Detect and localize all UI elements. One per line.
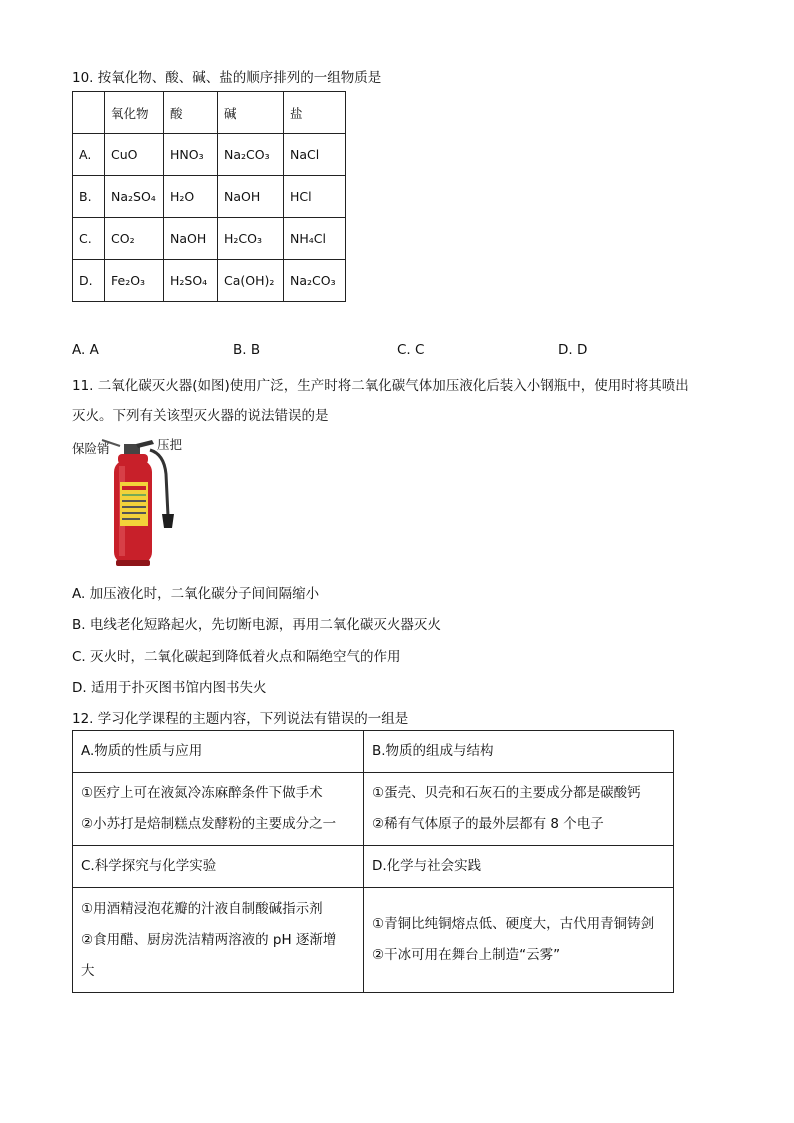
table-cell: HNO₃ (164, 134, 218, 176)
statement: ①青铜比纯铜熔点低、硬度大，古代用青铜铸剑 (372, 916, 655, 932)
cell-b-title: B.物质的组成与结构 (364, 731, 674, 773)
table-cell: HCl (284, 176, 346, 218)
table-cell: Na₂SO₄ (105, 176, 164, 218)
table-row (73, 846, 674, 888)
table-header-base: 碱 (218, 92, 284, 134)
table-row (73, 260, 346, 302)
table-cell: NH₄Cl (284, 218, 346, 260)
table-header-acid: 酸 (164, 92, 218, 134)
cell-c-title: C.科学探究与化学实验 (73, 846, 364, 888)
cell-b-content (364, 773, 674, 846)
cell-a-title: A.物质的性质与应用 (73, 731, 364, 773)
table-cell: Fe₂O₃ (105, 260, 164, 302)
table-cell: CO₂ (105, 218, 164, 260)
option-c: C. 灭火时，二氧化碳起到降低着火点和隔绝空气的作用 (72, 649, 401, 665)
option-b: B. B (233, 342, 261, 358)
table-row (73, 176, 346, 218)
table-cell: H₂SO₄ (164, 260, 218, 302)
table-row (73, 888, 674, 993)
statement: ①蛋壳、贝壳和石灰石的主要成分都是碳酸钙 (372, 785, 641, 801)
statement: ①医疗上可在液氮冷冻麻醉条件下做手术 (81, 785, 323, 801)
statement: ②干冰可用在舞台上制造“云雾” (372, 947, 561, 963)
question-11-stem-line1: 11. 二氧化碳灭火器(如图)使用广泛，生产时将二氧化碳气体加压液化后装入小钢瓶中，使用时将其喷出 (72, 378, 689, 394)
table-row (73, 731, 674, 773)
table-cell: CuO (105, 134, 164, 176)
figure-label-handle: 压把 (157, 437, 183, 452)
row-label: B. (73, 176, 105, 218)
table-row (73, 134, 346, 176)
option-c: C. C (397, 342, 425, 358)
table-row (73, 773, 674, 846)
row-label: A. (73, 134, 105, 176)
table-header-row (73, 92, 346, 134)
question-12-stem: 12. 学习化学课程的主题内容，下列说法有错误的一组是 (72, 711, 409, 727)
table-cell: NaOH (164, 218, 218, 260)
cell-c-content (73, 888, 364, 993)
table-cell: Na₂CO₃ (218, 134, 284, 176)
statement: ①用酒精浸泡花瓣的汁液自制酸碱指示剂 (81, 900, 323, 917)
statement: ②食用醋、厨房洗洁精两溶液的 pH 逐渐增大 (81, 931, 337, 979)
table-cell: NaOH (218, 176, 284, 218)
q12-table (72, 730, 674, 993)
figure-label-safety-pin: 保险销 (72, 441, 110, 456)
table-cell (73, 92, 105, 134)
statement: ②小苏打是焙制糕点发酵粉的主要成分之一 (81, 816, 337, 832)
question-11-stem-line2: 灭火。下列有关该型灭火器的说法错误的是 (72, 408, 329, 424)
table-cell: NaCl (284, 134, 346, 176)
row-label: D. (73, 260, 105, 302)
option-d: D. D (558, 342, 588, 358)
row-label: C. (73, 218, 105, 260)
cell-a-content (73, 773, 364, 846)
q10-table (72, 91, 346, 302)
table-cell: Ca(OH)₂ (218, 260, 284, 302)
option-a: A. 加压液化时，二氧化碳分子间间隔缩小 (72, 586, 320, 602)
table-row (73, 218, 346, 260)
table-header-salt: 盐 (284, 92, 346, 134)
option-b: B. 电线老化短路起火，先切断电源，再用二氧化碳灭火器灭火 (72, 617, 441, 633)
table-cell: H₂O (164, 176, 218, 218)
cell-d-content (364, 888, 674, 993)
question-10-stem: 10. 按氧化物、酸、碱、盐的顺序排列的一组物质是 (72, 70, 382, 86)
option-a: A. A (72, 342, 99, 358)
table-cell: Na₂CO₃ (284, 260, 346, 302)
table-cell: H₂CO₃ (218, 218, 284, 260)
statement: ②稀有气体原子的最外层都有 8 个电子 (372, 816, 604, 832)
table-header-oxide: 氧化物 (105, 92, 164, 134)
option-d: D. 适用于扑灭图书馆内图书失火 (72, 680, 267, 696)
cell-d-title: D.化学与社会实践 (364, 846, 674, 888)
